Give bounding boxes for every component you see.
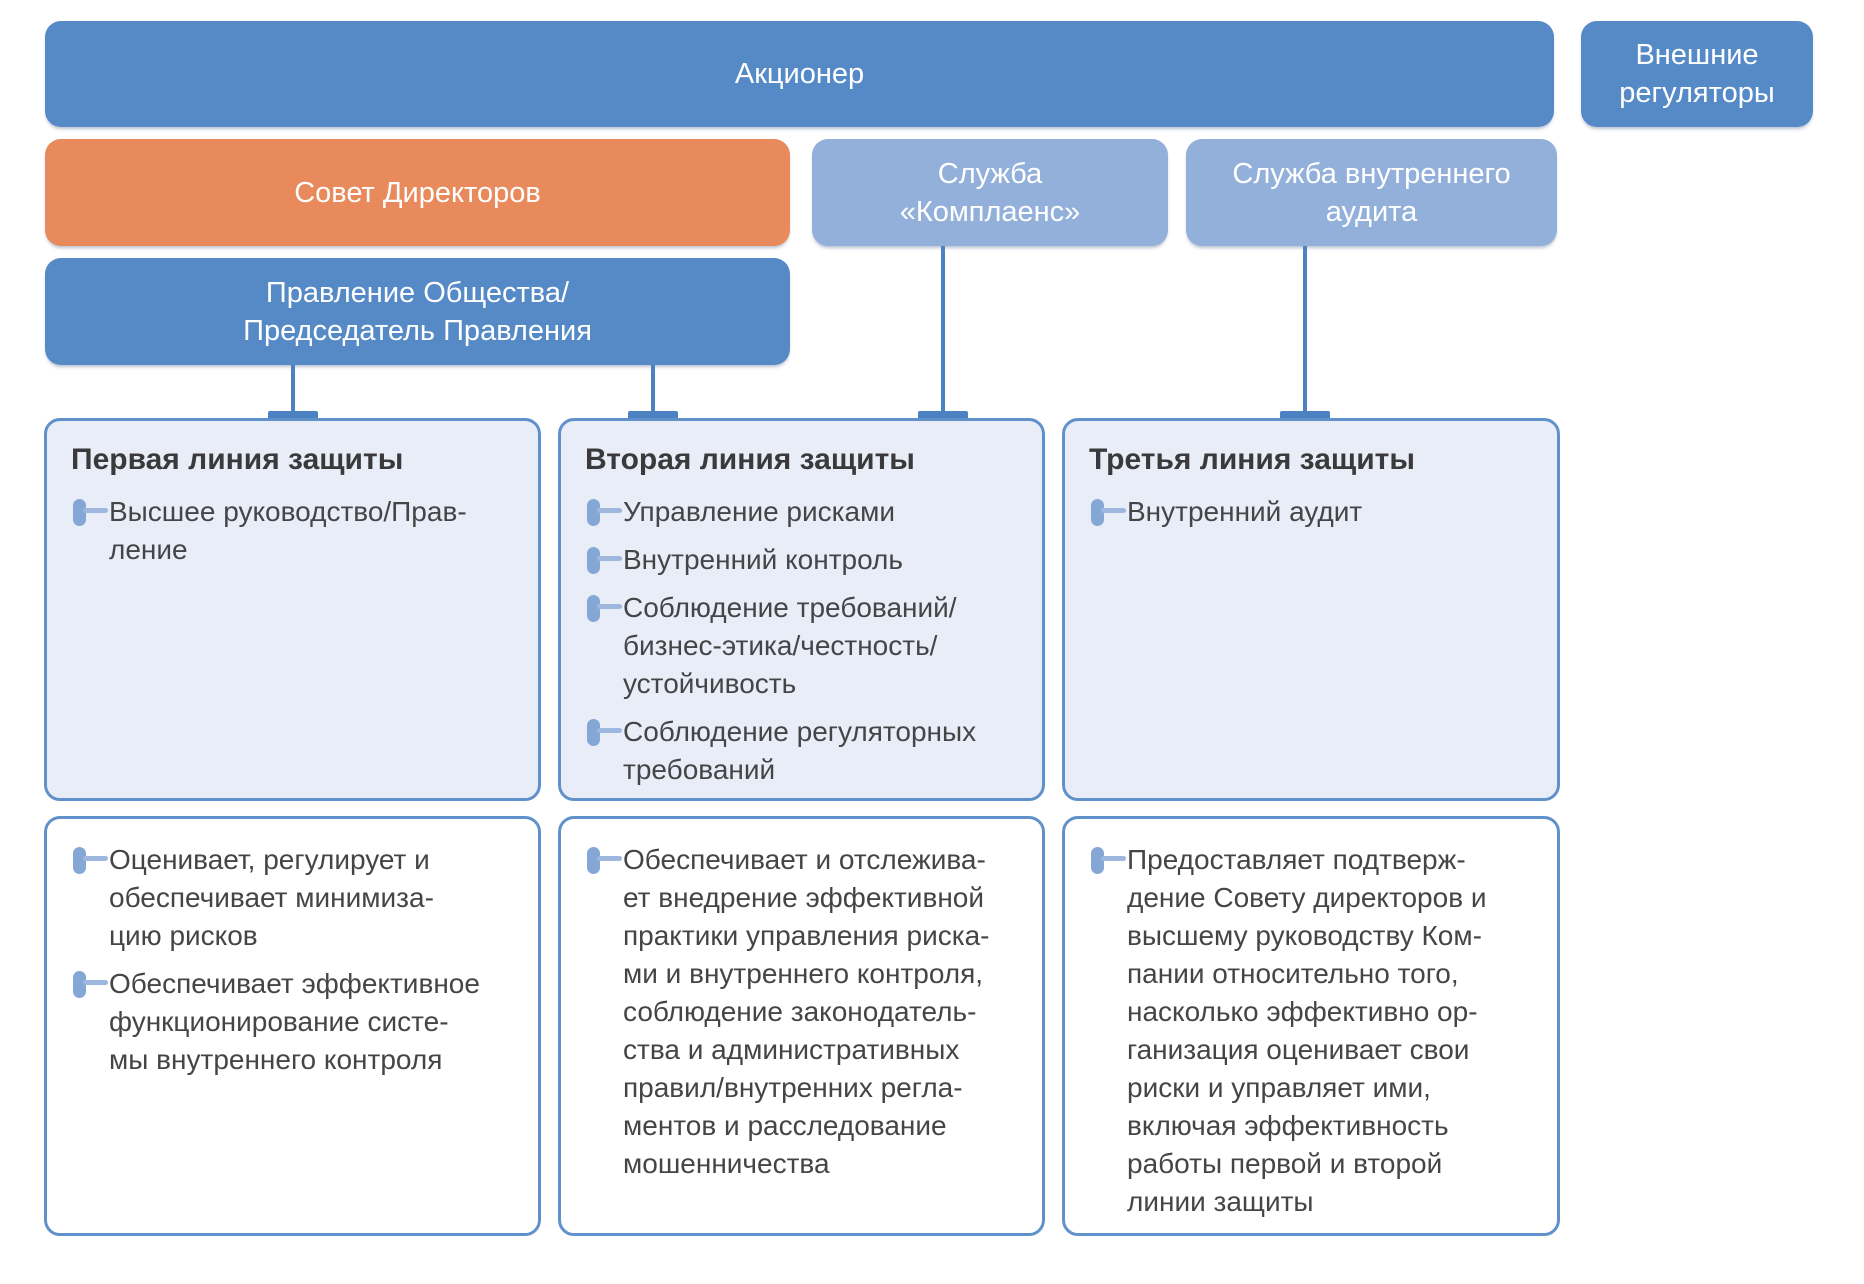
list-item — [71, 841, 520, 955]
list-item — [585, 493, 1024, 531]
compliance-service-label: Служба «Комплаенс» — [899, 157, 1081, 228]
list-item — [585, 589, 1024, 703]
shareholder-label: Акционер — [734, 58, 865, 90]
bullet-pin-icon — [1089, 493, 1127, 531]
panel-first-line — [44, 418, 541, 801]
list-item — [585, 541, 1024, 579]
bullet-pin-icon — [585, 493, 623, 531]
panel-third-line-details — [1062, 816, 1560, 1236]
list-item-text: Управление рисками — [623, 496, 895, 527]
board-of-directors-label: Совет Директоров — [294, 176, 541, 209]
bullet-pin-icon — [1089, 841, 1127, 879]
internal-audit-service-label: Служба внутреннего аудита — [1232, 157, 1511, 228]
panel-second-line — [558, 418, 1045, 801]
first-line-title: Первая линия защиты — [71, 443, 404, 476]
third-line-title: Третья линия защиты — [1089, 443, 1415, 476]
bullet-pin-icon — [585, 713, 623, 751]
list-item-text: Внутренний контроль — [623, 544, 903, 575]
list-item — [71, 965, 520, 1079]
list-item — [71, 493, 520, 569]
management-board-label: Правление Общества/ Председатель Правления — [243, 276, 592, 347]
panel-third-line — [1062, 418, 1560, 801]
connector-compliance-to-line2 — [941, 246, 945, 418]
bullet-pin-icon — [585, 541, 623, 579]
bullet-pin-icon — [71, 493, 109, 531]
list-item-text: Соблюдение регуляторных требований — [623, 716, 977, 785]
board-of-directors-box — [45, 139, 790, 246]
list-item-text: Обеспечивает эффективное функционирование систе- мы внутреннего контроля — [109, 968, 480, 1075]
panel-second-line-details — [558, 816, 1045, 1236]
second-line-title: Вторая линия защиты — [585, 443, 915, 476]
bullet-pin-icon — [585, 841, 623, 879]
management-board-box — [45, 258, 790, 365]
external-regulators-label: Внешние регуляторы — [1619, 39, 1775, 109]
panel-first-line-details — [44, 816, 541, 1236]
external-regulators-box — [1581, 21, 1813, 127]
connector-audit-to-line3 — [1303, 246, 1307, 418]
list-item-text: Оценивает, регулирует и обеспечивает минимиза- цию рисков — [109, 844, 434, 951]
bullet-pin-icon — [585, 589, 623, 627]
list-item — [1089, 493, 1539, 531]
list-item-text: Внутренний аудит — [1127, 496, 1363, 527]
list-item-text: Высшее руководство/Прав- ление — [109, 496, 467, 565]
list-item-text: Предоставляет подтверж- дение Совету директоров и высшему руководству Ком- пании относительно того, насколько эффективно ор- ганизация оценивает свои риски и управляет ими, включая эффективность работы первой и второй линии защиты — [1127, 844, 1487, 1217]
bullet-pin-icon — [71, 965, 109, 1003]
list-item-text: Соблюдение требований/ бизнес-этика/честность/ устойчивость — [623, 592, 957, 699]
list-item-text: Обеспечивает и отслежива- ет внедрение эффективной практики управления риска- ми и внутреннего контроля, соблюдение законодатель- ства и административных правил/внутренних регла- ментов и расследование мошенничества — [623, 844, 990, 1179]
shareholder-box — [45, 21, 1554, 127]
compliance-service-box — [812, 139, 1168, 246]
list-item — [585, 713, 1024, 789]
list-item — [1089, 841, 1539, 1221]
internal-audit-service-box — [1186, 139, 1557, 246]
list-item — [585, 841, 1024, 1183]
bullet-pin-icon — [71, 841, 109, 879]
